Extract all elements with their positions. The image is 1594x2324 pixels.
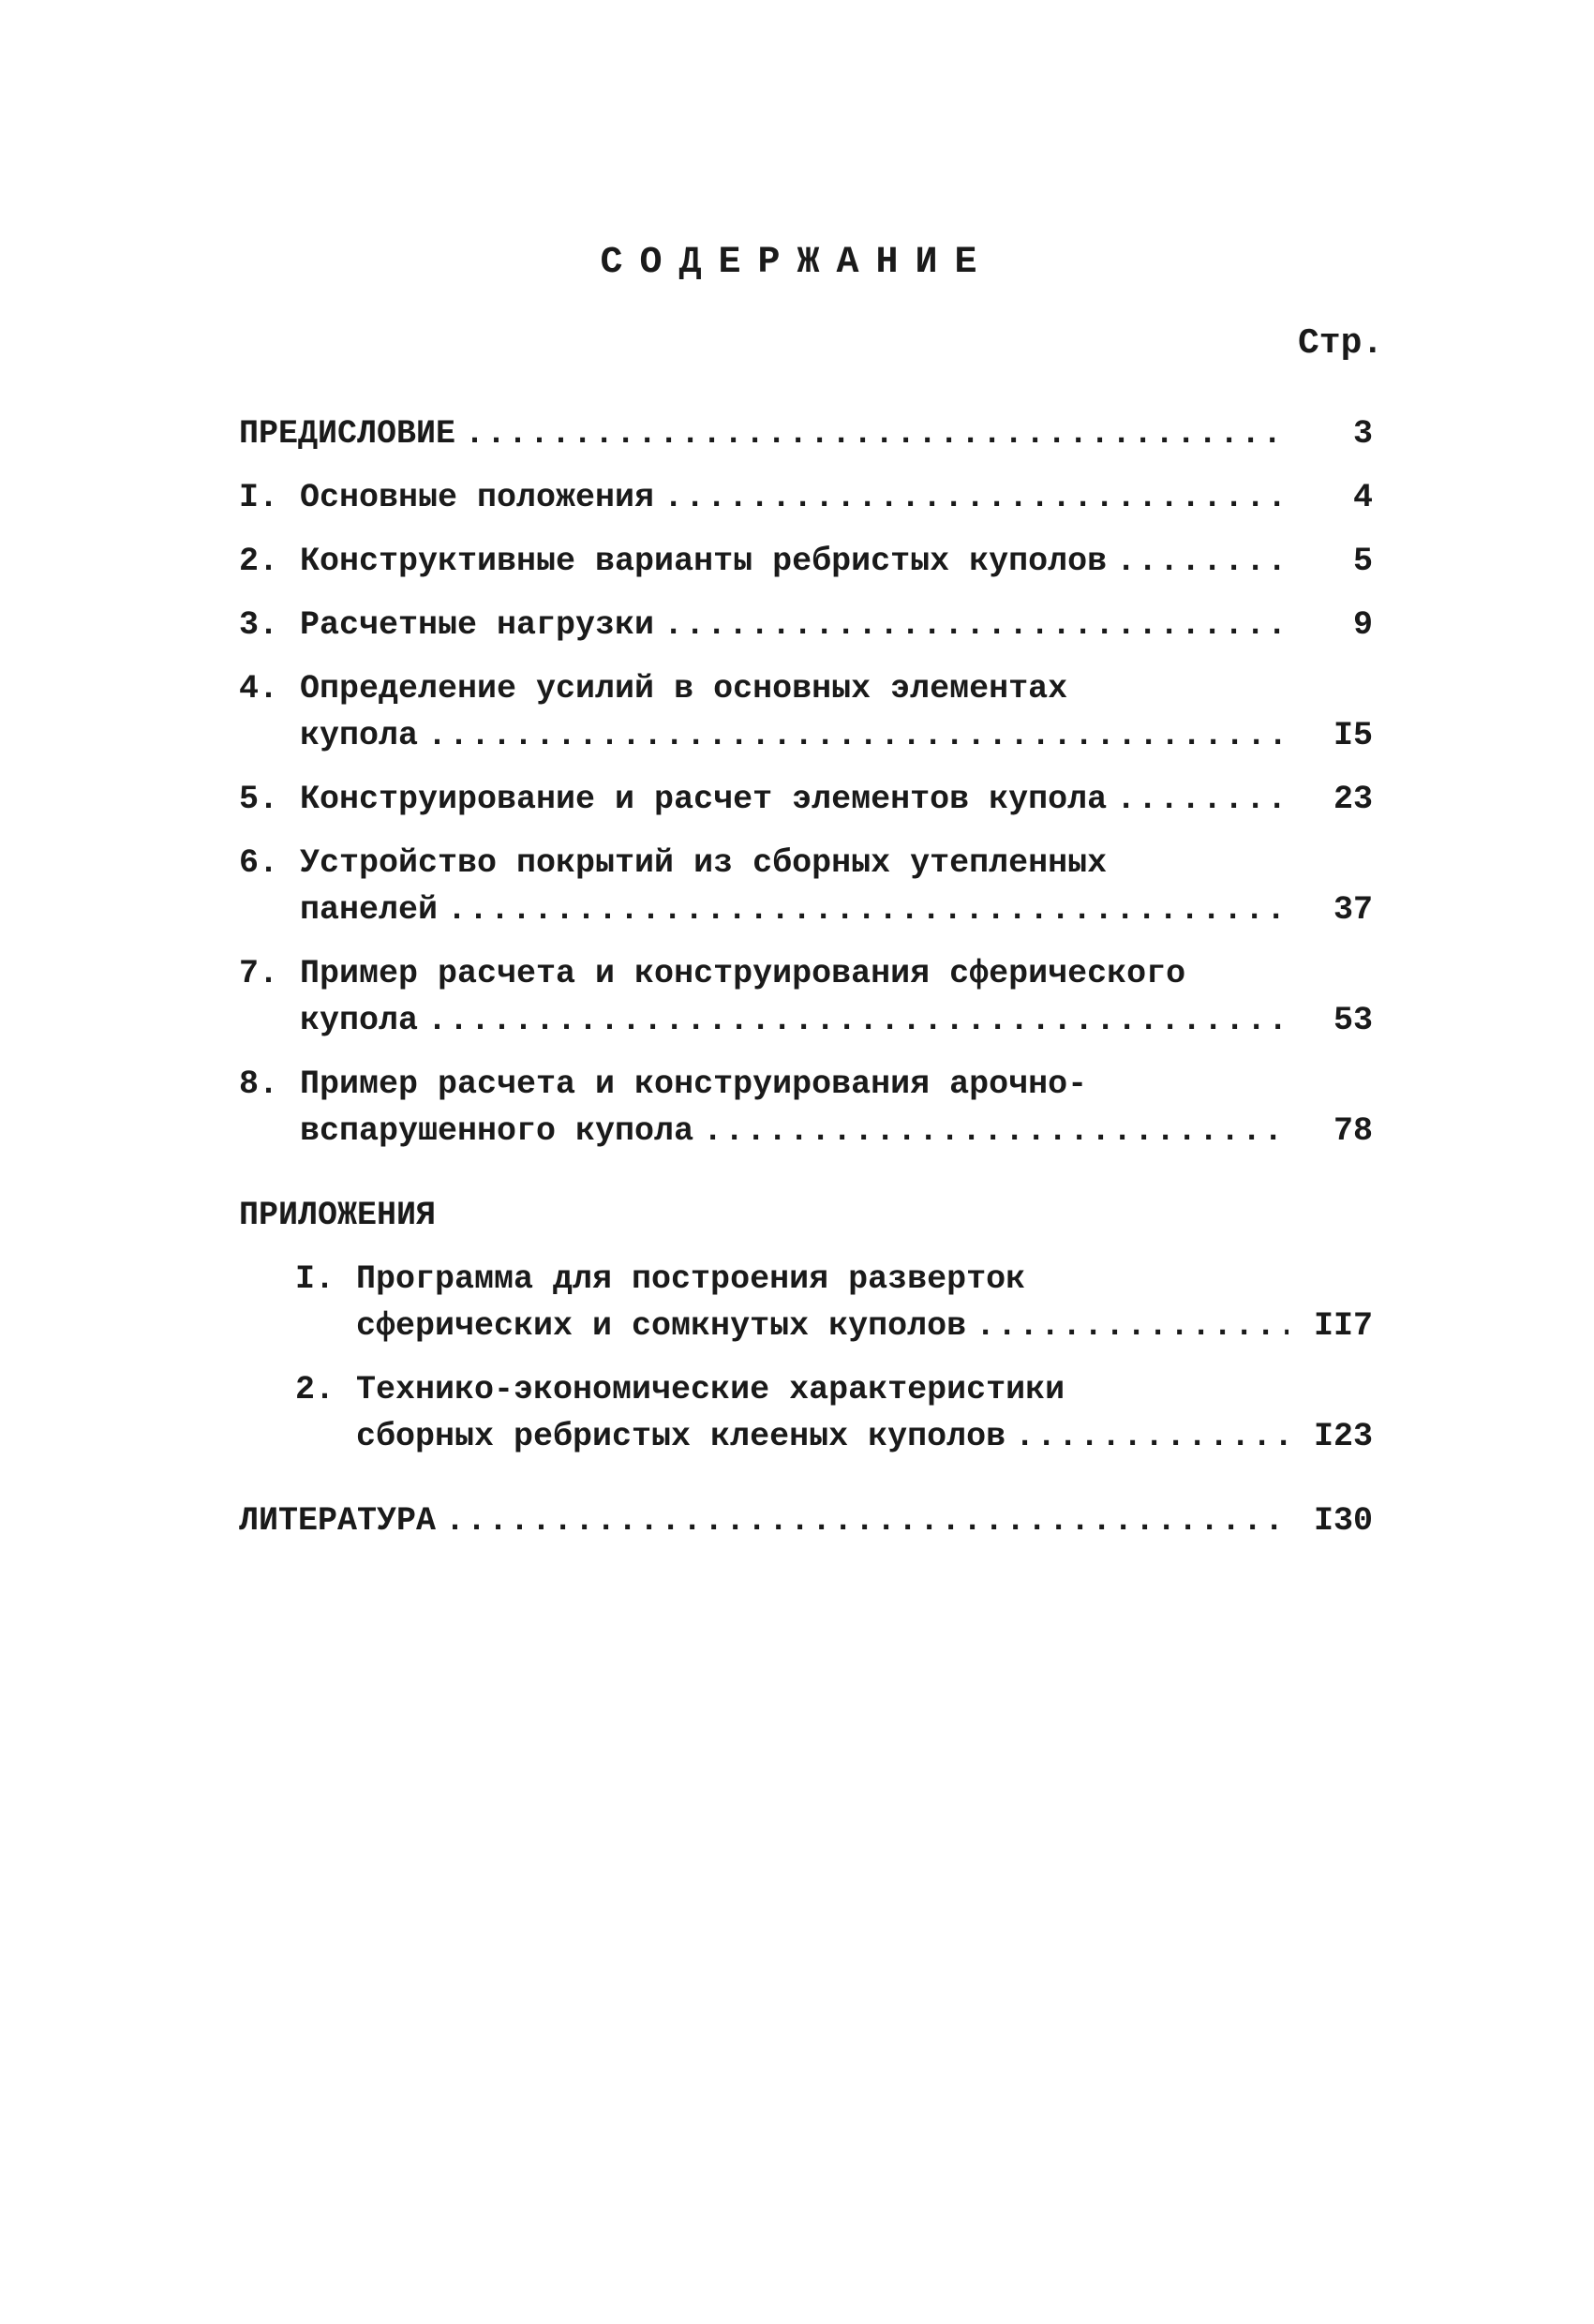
toc-appendix-entry[interactable] (239, 1256, 1373, 1349)
page-title: СОДЕРЖАНИЕ (600, 242, 994, 284)
toc-literature-entry[interactable] (239, 1497, 1373, 1544)
toc-entry-title: Программа для построения разверток (356, 1260, 1026, 1298)
toc-entry-number: 8. (239, 1065, 279, 1103)
dot-leader (427, 997, 1289, 1044)
toc-entry-page: 78 (1333, 1112, 1373, 1150)
dot-leader (427, 712, 1289, 759)
toc-entry-number: 4. (239, 670, 279, 708)
toc-entry-page: II7 (1313, 1307, 1373, 1345)
dot-leader (1015, 1413, 1289, 1460)
toc-entry-number: I. (239, 479, 279, 516)
toc-entry[interactable] (239, 840, 1373, 933)
toc-entry-number: I. (295, 1260, 335, 1298)
toc-entry-title-cont: панелей (300, 891, 439, 929)
toc-entry-title-cont: сферических и сомкнутых куполов (356, 1307, 967, 1345)
toc-entry[interactable] (239, 474, 1373, 521)
table-of-contents (239, 410, 1373, 1544)
dot-leader (465, 410, 1289, 457)
toc-entry-title: Основные положения (300, 479, 655, 516)
toc-entry[interactable] (239, 665, 1373, 759)
toc-entry[interactable] (239, 776, 1373, 823)
toc-entry[interactable] (239, 950, 1373, 1044)
page-column-label: Стр. (1298, 323, 1384, 364)
toc-entry-title: ЛИТЕРАТУРА (239, 1502, 437, 1540)
toc-entry-page: 5 (1352, 543, 1373, 580)
toc-entry-title: Пример расчета и конструирования сферического (300, 955, 1186, 992)
toc-entry-page: 3 (1352, 415, 1373, 453)
toc-entry-title: Устройство покрытий из сборных утепленных (300, 844, 1108, 882)
toc-entry-number: 2. (239, 543, 279, 580)
toc-entry-page: 53 (1333, 1002, 1373, 1039)
toc-entry-title: Расчетные нагрузки (300, 606, 655, 644)
toc-entry-number: 2. (295, 1371, 335, 1408)
dot-leader (663, 602, 1289, 648)
toc-entry-page: I30 (1313, 1502, 1373, 1540)
toc-entry-title: Пример расчета и конструирования арочно- (300, 1065, 1088, 1103)
dot-leader (976, 1303, 1289, 1349)
toc-entry[interactable] (239, 602, 1373, 648)
toc-entry[interactable] (239, 538, 1373, 585)
appendix-heading: ПРИЛОЖЕНИЯ (239, 1197, 437, 1234)
toc-entry-title-cont: вспарушенного купола (300, 1112, 694, 1150)
toc-entry-title-cont: сборных ребристых клееных куполов (356, 1418, 1006, 1455)
dot-leader (703, 1108, 1289, 1155)
toc-entry-title-cont: купола (300, 1002, 419, 1039)
toc-entry-page: I5 (1333, 717, 1373, 754)
dot-leader (663, 474, 1289, 521)
dot-leader (1116, 776, 1289, 823)
toc-entry-number: 5. (239, 781, 279, 818)
toc-entry-page: 4 (1352, 479, 1373, 516)
toc-entry-title: Конструктивные варианты ребристых куполов (300, 543, 1108, 580)
toc-entry-number: 3. (239, 606, 279, 644)
toc-entry-title-cont: купола (300, 717, 419, 754)
toc-entry-title: ПРЕДИСЛОВИЕ (239, 415, 456, 453)
toc-entry-number: 6. (239, 844, 279, 882)
toc-appendix-entry[interactable] (239, 1366, 1373, 1460)
toc-entry-page: 23 (1333, 781, 1373, 818)
toc-entry-title: Определение усилий в основных элементах (300, 670, 1068, 708)
toc-entry-page: I23 (1313, 1418, 1373, 1455)
dot-leader (445, 1497, 1289, 1544)
dot-leader (1116, 538, 1289, 585)
toc-entry-page: 9 (1352, 606, 1373, 644)
toc-entry[interactable] (239, 1061, 1373, 1155)
toc-entry[interactable] (239, 410, 1373, 457)
toc-entry-title: Конструирование и расчет элементов купола (300, 781, 1108, 818)
toc-entry-title: Технико-экономические характеристики (356, 1371, 1065, 1408)
toc-entry-page: 37 (1333, 891, 1373, 929)
dot-leader (447, 886, 1289, 933)
toc-entry-number: 7. (239, 955, 279, 992)
